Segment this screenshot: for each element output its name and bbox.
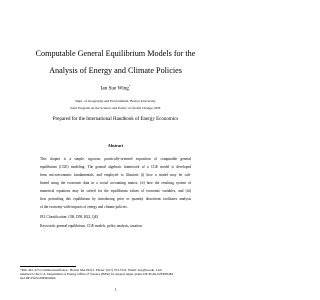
abstract-line-6: how perturbing this equilibrium by introducing price or quantity distortions facilitates analysis (40, 197, 191, 201)
abstract-line-1: This chapter is a simple, rigorous, practically-oriented exposition of computable general (40, 157, 191, 161)
paper-title-line-1: Computable General Equilibrium Models for the (35, 49, 196, 58)
author-name-text: Ian Sue Wing (100, 85, 129, 92)
abstract-line-3: from microeconomic fundamentals, and employed to illustrate (i) how a model may be cali- (40, 173, 191, 177)
abstract-line-7: of the economy-wide impacts of energy and climate policies. (40, 205, 128, 209)
page-number: 1 (114, 288, 117, 292)
footnote-line-3: and DE-FG02-06ER64204. (20, 276, 57, 280)
paper-title-line-2: Analysis of Energy and Climate Policies (49, 66, 182, 75)
footnote-line-1: *Rm. 461, 675 Commonwealth Ave., Boston MA 02215. Phone: (617) 353-5741. Email: isw@bu.edu. I am (20, 268, 162, 272)
abstract-line-2: equilibrium (CGE) modeling. The general algebraic framework of a CGE model is developed (40, 165, 191, 169)
footnote-line-2: indebted to the U.S. Department of Energy Office of Science (BER) for support under grants DE-FG02-02ER63484 (20, 272, 174, 276)
abstract-heading: Abstract (107, 143, 124, 148)
author-footnote-mark: * (128, 84, 131, 88)
prepared-for-line: Prepared for the International Handbook of Energy Economics (52, 117, 179, 122)
footnote-rule (20, 266, 76, 267)
abstract-line-4: brated using the economic data in a social accounting matrix, (ii) how the resulting system of (40, 181, 191, 185)
affiliation-2: Joint Program on the Science and Policy of Global Change, MIT (70, 106, 161, 110)
keywords: Keywords: general equilibrium, CGE models, policy analysis, taxation (40, 224, 142, 228)
abstract-line-5: numerical equations may be solved for the equilibrium values of economic variables, and (iii) (40, 189, 191, 193)
author-name (0, 84, 231, 92)
jel-classification: JEL Classification: C68, D58, H22, Q43 (40, 215, 99, 219)
affiliation-1: Dept. of Geography and Environment, Boston University (75, 99, 156, 103)
